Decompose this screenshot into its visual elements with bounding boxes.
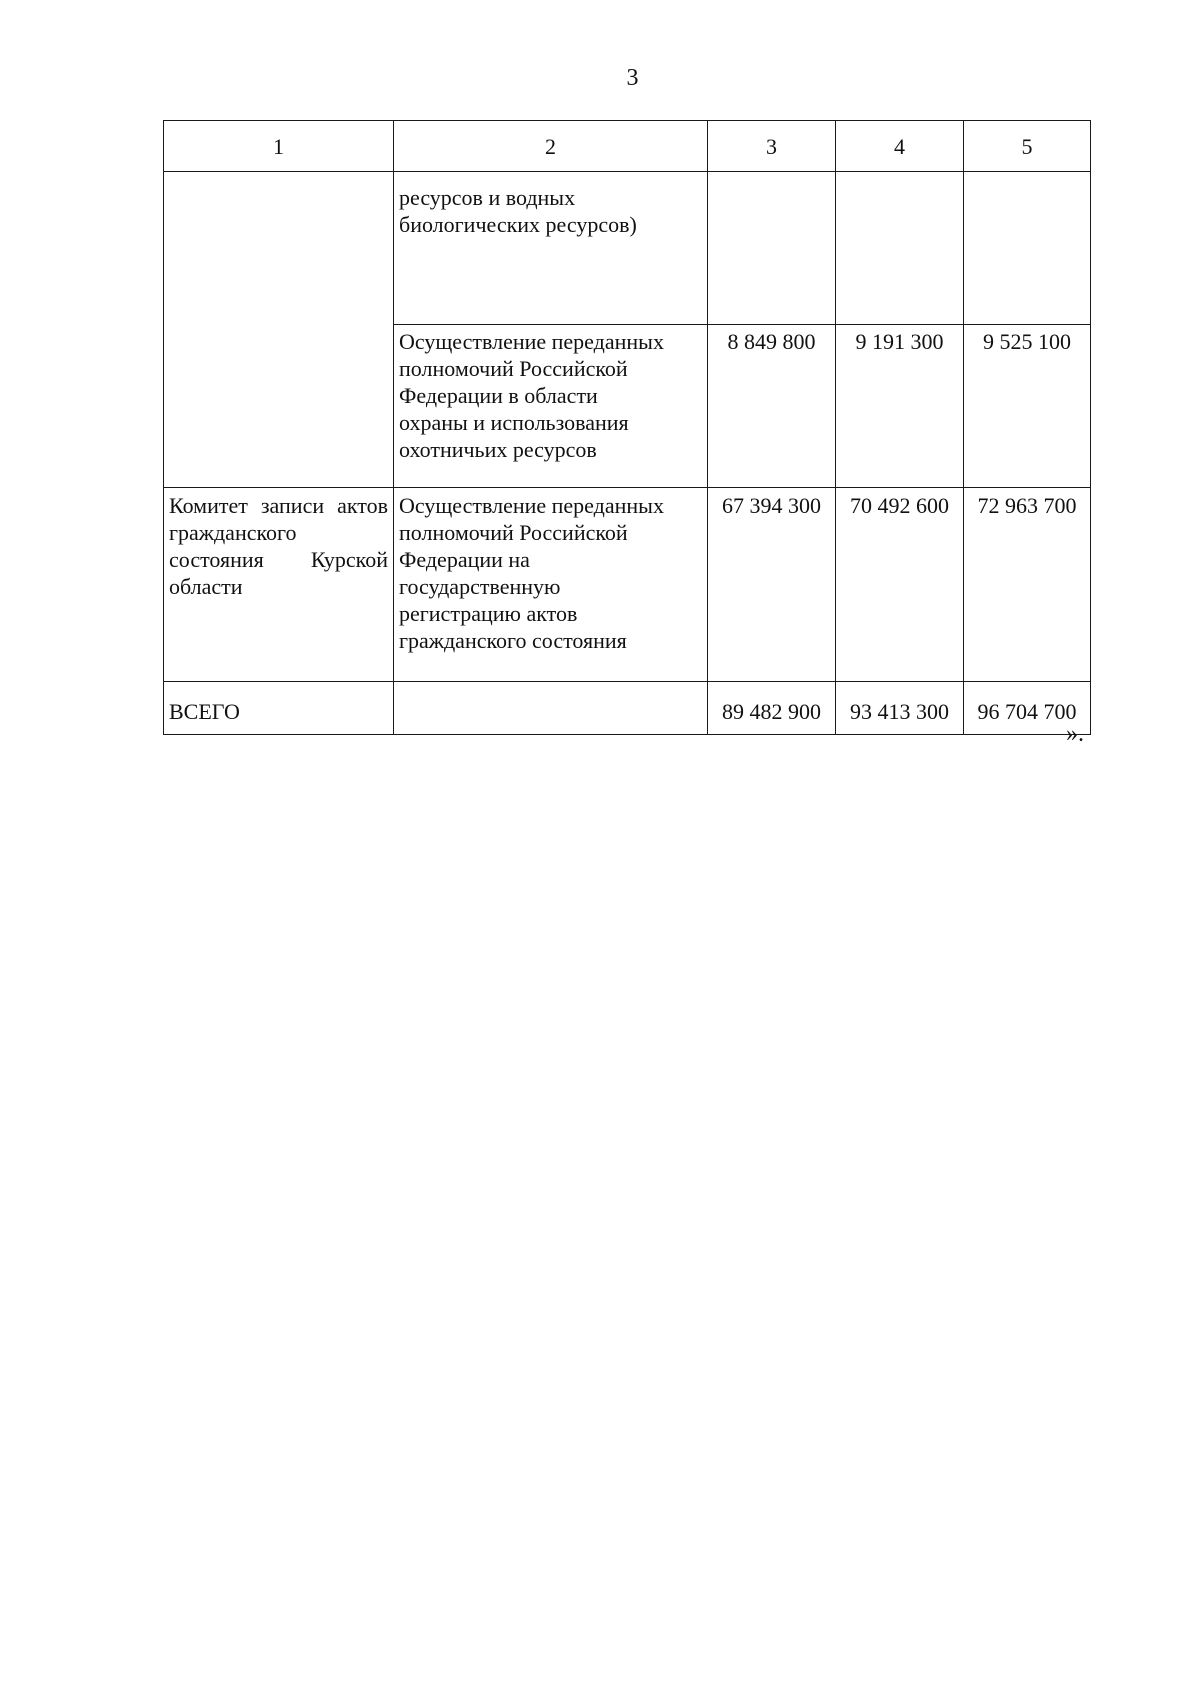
total-label-cell: ВСЕГО (164, 682, 394, 735)
amount-cell-col3: 8 849 800 (708, 325, 836, 488)
total-amount-col3: 89 482 900 (708, 682, 836, 735)
table-row (164, 488, 1091, 682)
amount-cell-col4: 70 492 600 (836, 488, 964, 682)
total-amount-col5: 96 704 700 (964, 682, 1091, 735)
amount-cell-col4 (836, 172, 964, 325)
table-row (164, 172, 1091, 325)
table-header-row (164, 121, 1091, 172)
amount-cell-col5: 72 963 700 (964, 488, 1091, 682)
closing-quote-mark: ». (1066, 721, 1084, 747)
header-cell-1: 1 (164, 121, 394, 172)
header-cell-2: 2 (394, 121, 708, 172)
organization-cell: Комитет записи актов гражданского состояния Курской области (164, 488, 394, 682)
organization-cell (164, 172, 394, 488)
authority-description-cell: ресурсов и водных биологических ресурсов) (394, 172, 708, 325)
amount-cell-col3 (708, 172, 836, 325)
amount-cell-col4: 9 191 300 (836, 325, 964, 488)
total-amount-col4: 93 413 300 (836, 682, 964, 735)
amount-cell-col3: 67 394 300 (708, 488, 836, 682)
authority-description-cell: Осуществление переданных полномочий Российской Федерации на государственную регистрацию актов гражданского состояния (394, 488, 708, 682)
header-cell-3: 3 (708, 121, 836, 172)
appropriations-table (163, 120, 1091, 735)
header-cell-4: 4 (836, 121, 964, 172)
authority-description-cell: Осуществление переданных полномочий Российской Федерации в области охраны и использования охотничьих ресурсов (394, 325, 708, 488)
total-empty-cell (394, 682, 708, 735)
amount-cell-col5: 9 525 100 (964, 325, 1091, 488)
total-row (164, 682, 1091, 735)
page-number: 3 (626, 65, 639, 91)
amount-cell-col5 (964, 172, 1091, 325)
header-cell-5: 5 (964, 121, 1091, 172)
